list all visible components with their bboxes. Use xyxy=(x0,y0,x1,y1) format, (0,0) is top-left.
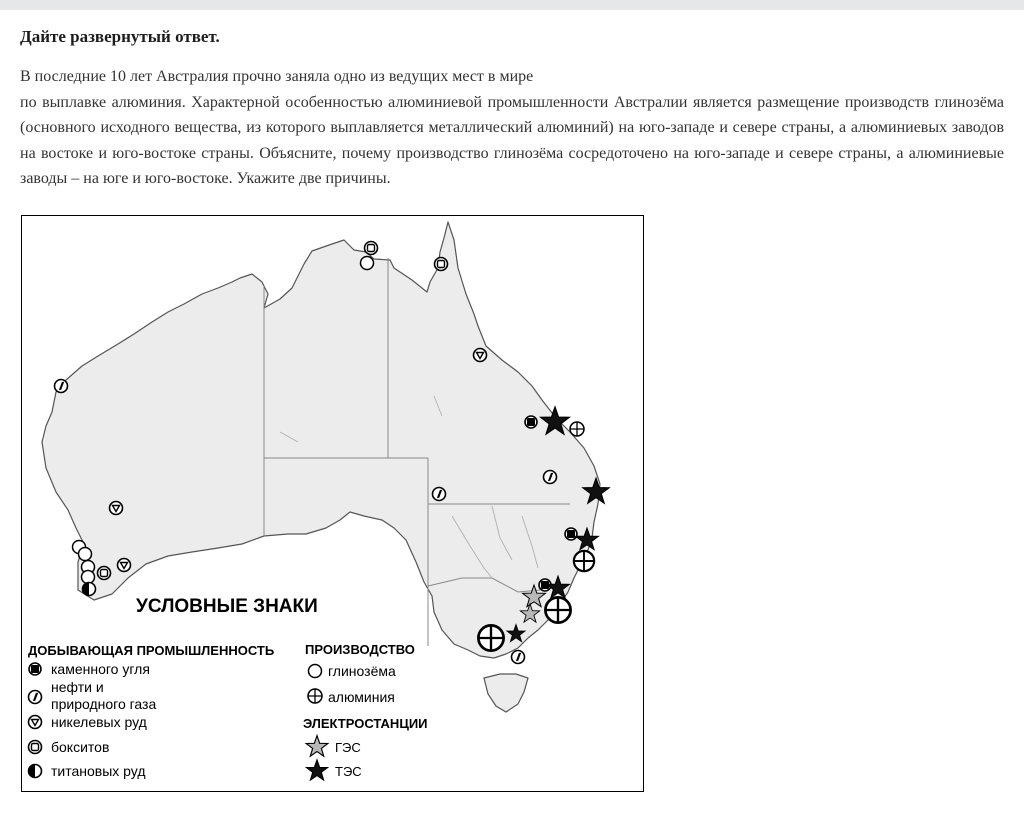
oil-gas-icon xyxy=(29,691,42,704)
legend-aluminium: алюминия xyxy=(328,689,395,705)
top-bar xyxy=(0,0,1024,10)
coal-icon xyxy=(29,663,41,675)
legend-coal: каменного угля xyxy=(51,661,150,677)
aluminium-icon xyxy=(308,689,322,703)
legend-oil-gas-2: природного газа xyxy=(51,696,157,712)
task-text-line1: В последние 10 лет Австралия прочно заняла одно из ведущих мест в мире xyxy=(20,68,534,85)
legend-title: УСЛОВНЫЕ ЗНАКИ xyxy=(136,596,318,617)
titanium-icon xyxy=(29,765,42,778)
legend xyxy=(28,596,428,780)
legend-mining-header: ДОБЫВАЮЩАЯ ПРОМЫШЛЕННОСТЬ xyxy=(28,643,275,658)
thermal-star-icon xyxy=(306,760,328,781)
legend-hydro: ГЭС xyxy=(335,740,361,755)
legend-nickel: никелевых руд xyxy=(51,714,147,730)
legend-power-header: ЭЛЕКТРОСТАНЦИИ xyxy=(303,716,428,731)
australia-map xyxy=(21,215,644,792)
alumina-icon xyxy=(309,665,322,678)
task-text xyxy=(20,64,1004,192)
hydro-star-icon xyxy=(306,736,328,757)
bauxite-icon xyxy=(29,741,42,754)
legend-production-header: ПРОИЗВОДСТВО xyxy=(305,642,415,657)
nickel-icon xyxy=(29,716,42,729)
legend-oil-gas-1: нефти и xyxy=(51,679,104,695)
tasmania-shape xyxy=(484,674,528,712)
task-text-body: по выплавке алюминия. Характерной особенностью алюминиевой промышленности Австралии является размещение производств глинозёма (основного исходного вещества, из которого выплавляется металлический алюминий) на юго-западе и севере страны, а алюминиевых заводов на востоке и юго-востоке страны. Объясните, почему производство глинозёма сосредоточено на юго-западе и севере страны, а алюминиевые заводы – на юге и юго-востоке. Укажите две причины. xyxy=(20,93,1004,187)
task-heading: Дайте развернутый ответ. xyxy=(20,27,220,46)
legend-thermal: ТЭС xyxy=(335,764,362,779)
legend-titanium: титановых руд xyxy=(51,763,146,779)
legend-alumina: глинозёма xyxy=(328,663,396,679)
legend-bauxite: бокситов xyxy=(51,739,110,755)
mainland-shape xyxy=(42,222,600,658)
